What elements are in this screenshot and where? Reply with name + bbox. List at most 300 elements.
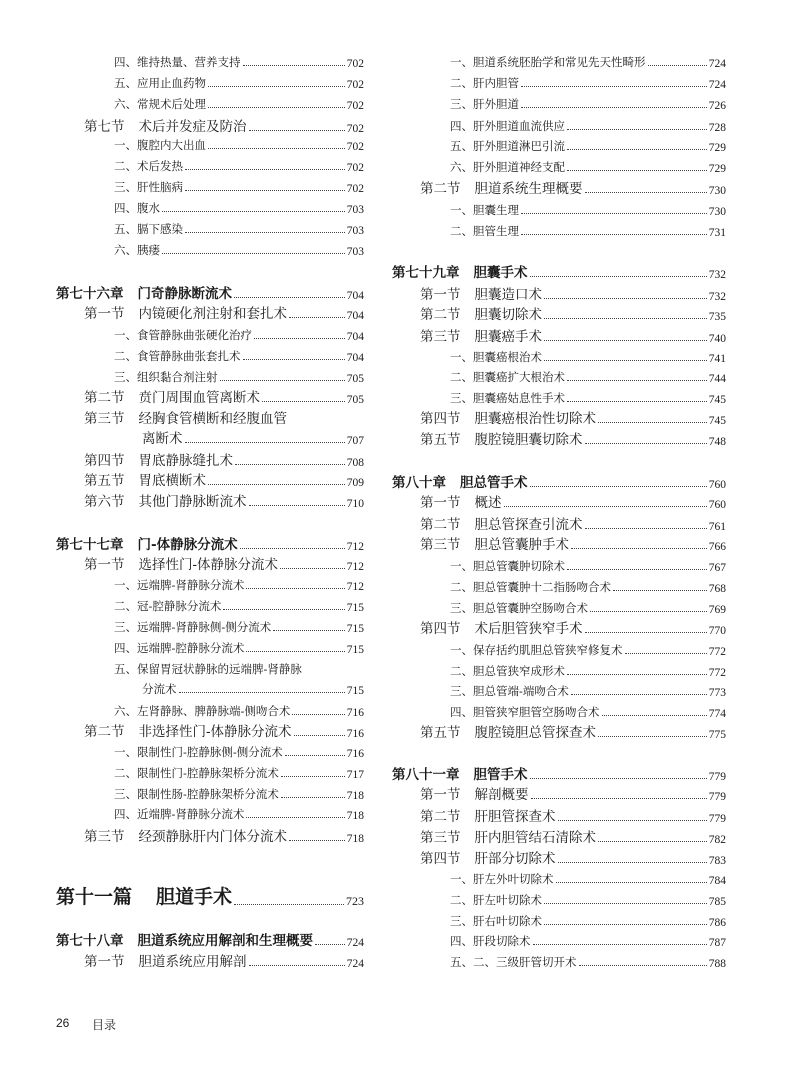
toc-entry-title: 腹水 xyxy=(137,201,160,215)
toc-entry-title: 胰瘘 xyxy=(137,243,160,257)
toc-entry-item[interactable] xyxy=(450,370,726,386)
toc-entry-section[interactable] xyxy=(84,828,364,846)
toc-entry-page: 724 xyxy=(708,58,726,70)
toc-entry-number: 第一节 xyxy=(420,495,461,511)
toc-entry-section[interactable] xyxy=(420,829,726,847)
dot-leader xyxy=(544,318,707,319)
dot-leader xyxy=(530,276,707,277)
toc-entry-number: 第三节 xyxy=(420,830,461,846)
toc-entry-number: 第七十八章 xyxy=(56,933,124,949)
toc-entry-number: 四、 xyxy=(114,641,137,655)
toc-entry-section[interactable] xyxy=(420,808,726,826)
dot-leader xyxy=(571,694,707,695)
toc-entry-number: 第二节 xyxy=(420,181,461,197)
toc-entry-item[interactable] xyxy=(450,601,726,617)
toc-entry-title: 胆总管手术 xyxy=(460,475,528,491)
toc-entry-item[interactable] xyxy=(450,391,726,407)
dot-leader xyxy=(243,65,345,66)
toc-entry-number: 三、 xyxy=(114,787,137,801)
dot-leader xyxy=(234,904,344,905)
toc-entry-page: 772 xyxy=(708,667,726,679)
dot-leader xyxy=(280,568,345,569)
dot-leader xyxy=(246,817,344,818)
toc-entry-item[interactable] xyxy=(450,684,726,700)
dot-leader xyxy=(531,798,707,799)
toc-entry-page: 745 xyxy=(708,394,726,406)
toc-entry-chapter[interactable] xyxy=(56,536,364,554)
dot-leader xyxy=(567,149,707,150)
toc-entry-item[interactable] xyxy=(114,787,364,803)
dot-leader xyxy=(598,736,707,737)
toc-entry-number: 第七节 xyxy=(84,119,125,135)
dot-leader xyxy=(208,86,345,87)
dot-leader xyxy=(246,588,344,589)
toc-entry-number: 四、 xyxy=(114,807,137,821)
toc-entry-item[interactable] xyxy=(114,745,364,761)
toc-entry-title: 腹腔内大出血 xyxy=(137,138,206,152)
toc-entry-number: 一、 xyxy=(450,872,473,886)
dot-leader xyxy=(530,486,707,487)
toc-entry-page: 716 xyxy=(346,707,364,719)
toc-entry-title: 肝外胆道 xyxy=(473,97,519,111)
toc-entry-section[interactable] xyxy=(142,430,364,448)
toc-entry-page: 710 xyxy=(346,498,364,510)
toc-entry-title: 解剖概要 xyxy=(474,787,529,803)
toc-entry-number: 四、 xyxy=(114,55,137,69)
toc-entry-title: 概述 xyxy=(474,495,502,511)
dot-leader xyxy=(521,213,707,214)
dot-leader xyxy=(533,944,707,945)
toc-entry-title: 胃底静脉缝扎术 xyxy=(138,453,233,469)
toc-entry-page: 717 xyxy=(346,769,364,781)
toc-entry-page: 788 xyxy=(708,958,726,970)
toc-entry-item[interactable] xyxy=(450,119,726,135)
dot-leader xyxy=(567,380,707,381)
toc-entry-number: 四、 xyxy=(450,934,473,948)
toc-entry-number: 第五节 xyxy=(84,473,125,489)
toc-entry-page: 760 xyxy=(708,479,726,491)
toc-entry-section[interactable] xyxy=(84,493,364,511)
toc-entry-page: 748 xyxy=(708,436,726,448)
toc-entry-page: 769 xyxy=(708,604,726,616)
dot-leader xyxy=(315,944,345,945)
toc-entry-number: 第五节 xyxy=(420,725,461,741)
toc-entry-page: 715 xyxy=(346,623,364,635)
toc-entry-page: 718 xyxy=(346,790,364,802)
dot-leader xyxy=(185,169,345,170)
toc-entry-page: 703 xyxy=(346,204,364,216)
toc-entry-title: 远端脾-腔静脉分流术 xyxy=(137,641,245,655)
dot-leader xyxy=(208,148,345,149)
toc-entry-page: 766 xyxy=(708,541,726,553)
toc-entry-number: 一、 xyxy=(450,350,473,364)
toc-entry-item[interactable] xyxy=(114,180,364,196)
toc-entry-number: 第一节 xyxy=(84,557,125,573)
toc-entry-number: 三、 xyxy=(450,914,473,928)
toc-entry-item[interactable] xyxy=(114,201,364,217)
toc-entry-title: 术后胆管狭窄手术 xyxy=(474,621,583,637)
toc-entry-title: 胆管手术 xyxy=(473,767,528,783)
toc-entry-section[interactable] xyxy=(84,556,364,574)
toc-entry-page: 729 xyxy=(708,163,726,175)
toc-entry-section[interactable] xyxy=(84,410,364,428)
dot-leader xyxy=(220,380,345,381)
toc-entry-item[interactable] xyxy=(114,55,364,71)
toc-entry-section[interactable] xyxy=(420,410,726,428)
dot-leader xyxy=(281,797,345,798)
toc-entry-page: 741 xyxy=(708,353,726,365)
toc-entry-item[interactable] xyxy=(114,766,364,782)
dot-leader xyxy=(602,715,707,716)
toc-entry-item[interactable] xyxy=(114,578,364,594)
toc-entry-title: 远端脾-肾静脉分流术 xyxy=(137,578,245,592)
toc-entry-title: 术后发热 xyxy=(137,159,183,173)
toc-entry-section[interactable] xyxy=(84,953,364,971)
toc-entry-page: 702 xyxy=(346,79,364,91)
toc-entry-section[interactable] xyxy=(84,452,364,470)
toc-entry-title: 肝部分切除术 xyxy=(474,851,556,867)
toc-entry-page: 779 xyxy=(708,791,726,803)
toc-entry-chapter[interactable] xyxy=(392,264,726,282)
toc-entry-title: 分流术 xyxy=(142,682,177,696)
dot-leader xyxy=(585,443,707,444)
toc-entry-page: 723 xyxy=(346,894,364,908)
toc-entry-page: 732 xyxy=(708,269,726,281)
toc-entry-item[interactable] xyxy=(114,370,364,386)
toc-entry-number: 三、 xyxy=(450,684,473,698)
toc-entry-item[interactable] xyxy=(114,159,364,175)
toc-entry-title: 限制性门-腔静脉侧-侧分流术 xyxy=(137,745,283,759)
toc-entry-title: 经颈静脉肝内门体分流术 xyxy=(138,829,287,845)
toc-entry-section[interactable] xyxy=(420,536,726,554)
toc-entry-number: 第一节 xyxy=(420,787,461,803)
dot-leader xyxy=(590,611,707,612)
toc-entry-number: 二、 xyxy=(450,893,473,907)
toc-entry-page: 787 xyxy=(708,937,726,949)
dot-leader xyxy=(246,651,344,652)
toc-entry-item[interactable] xyxy=(114,807,364,823)
toc-entry-section[interactable] xyxy=(84,118,364,136)
toc-entry-page: 709 xyxy=(346,477,364,489)
toc-entry-page: 712 xyxy=(346,561,364,573)
dot-leader xyxy=(521,234,707,235)
toc-entry-title: 胆囊癌根治术 xyxy=(473,350,542,364)
toc-entry-number: 第二节 xyxy=(420,517,461,533)
toc-entry-title: 非选择性门-体静脉分流术 xyxy=(138,724,292,740)
toc-entry-section[interactable] xyxy=(420,850,726,868)
toc-entry-chapter[interactable] xyxy=(392,474,726,492)
toc-entry-section[interactable] xyxy=(420,620,726,638)
toc-entry-number: 二、 xyxy=(450,370,473,384)
toc-entry-title: 二、三级肝管切开术 xyxy=(473,955,577,969)
toc-entry-title: 胆总管狭窄成形术 xyxy=(473,664,565,678)
dot-leader xyxy=(294,735,345,736)
dot-leader xyxy=(567,401,707,402)
toc-entry-item[interactable] xyxy=(450,160,726,176)
toc-entry-number: 四、 xyxy=(450,119,473,133)
toc-entry-number: 三、 xyxy=(450,97,473,111)
dot-leader xyxy=(521,86,707,87)
dot-leader xyxy=(598,841,707,842)
dot-leader xyxy=(567,674,707,675)
dot-leader xyxy=(556,882,707,883)
toc-entry-page: 772 xyxy=(708,646,726,658)
toc-entry-number: 三、 xyxy=(450,391,473,405)
toc-entry-number: 二、 xyxy=(450,76,473,90)
toc-entry-title: 组织黏合剂注射 xyxy=(137,370,218,384)
toc-entry-item[interactable] xyxy=(114,138,364,154)
toc-entry-number: 一、 xyxy=(450,643,473,657)
dot-leader xyxy=(185,442,345,443)
toc-entry-section[interactable] xyxy=(420,724,726,742)
footer-label: 目录 xyxy=(92,1018,117,1032)
toc-entry-number: 三、 xyxy=(114,370,137,384)
toc-entry-title: 选择性门-体静脉分流术 xyxy=(138,557,279,573)
dot-leader xyxy=(254,338,345,339)
toc-entry-title: 保留胃冠状静脉的远端脾-肾静脉 xyxy=(137,662,302,676)
toc-entry-item[interactable] xyxy=(114,599,364,615)
toc-entry-page: 784 xyxy=(708,875,726,887)
toc-entry-chapter[interactable] xyxy=(56,932,364,950)
toc-entry-page: 760 xyxy=(708,499,726,511)
toc-entry-page: 775 xyxy=(708,729,726,741)
dot-leader xyxy=(223,609,344,610)
toc-entry-page: 774 xyxy=(708,708,726,720)
toc-entry-item[interactable] xyxy=(114,97,364,113)
toc-entry-item[interactable] xyxy=(450,934,726,950)
toc-entry-title: 胆道系统应用解剖 xyxy=(138,954,247,970)
dot-leader xyxy=(544,903,707,904)
toc-entry-number: 二、 xyxy=(114,766,137,780)
toc-entry-number: 五、 xyxy=(114,662,137,676)
toc-entry-item[interactable] xyxy=(114,704,364,720)
toc-entry-item[interactable] xyxy=(450,224,726,240)
toc-entry-section[interactable] xyxy=(420,306,726,324)
dot-leader xyxy=(240,548,345,549)
toc-entry-page: 704 xyxy=(346,331,364,343)
toc-entry-title: 门奇静脉断流术 xyxy=(137,286,232,302)
toc-entry-item[interactable] xyxy=(450,350,726,366)
toc-entry-title: 离断术 xyxy=(142,431,183,447)
toc-entry-item[interactable] xyxy=(450,955,726,971)
dot-leader xyxy=(504,506,707,507)
toc-entry-page: 718 xyxy=(346,810,364,822)
toc-entry-item[interactable] xyxy=(114,222,364,238)
toc-entry-number: 第七十七章 xyxy=(56,537,124,553)
toc-entry-item[interactable] xyxy=(114,662,364,678)
toc-entry-title: 胆总管囊肿切除术 xyxy=(473,559,565,573)
toc-entry-section[interactable] xyxy=(420,786,726,804)
toc-entry-item[interactable] xyxy=(450,705,726,721)
toc-entry-item[interactable] xyxy=(450,580,726,596)
toc-entry-number: 第七十九章 xyxy=(392,265,460,281)
toc-entry-section[interactable] xyxy=(84,305,364,323)
toc-entry-title: 近端脾-肾静脉分流术 xyxy=(137,807,245,821)
toc-entry-number: 第十一篇 xyxy=(56,886,133,908)
toc-entry-page: 715 xyxy=(346,602,364,614)
toc-entry-title: 肝性脑病 xyxy=(137,180,183,194)
dot-leader xyxy=(281,776,345,777)
toc-entry-item[interactable] xyxy=(114,641,364,657)
toc-entry-title: 左肾静脉、脾静脉端-侧吻合术 xyxy=(137,704,291,718)
toc-entry-item[interactable] xyxy=(114,620,364,636)
dot-leader xyxy=(544,340,707,341)
toc-entry-title: 肝左外叶切除术 xyxy=(473,872,554,886)
toc-entry-title: 维持热量、营养支持 xyxy=(137,55,241,69)
toc-entry-page: 728 xyxy=(708,122,726,134)
toc-entry-page: 705 xyxy=(346,394,364,406)
toc-entry-title: 胆管狭窄胆管空肠吻合术 xyxy=(473,705,600,719)
toc-entry-item[interactable] xyxy=(450,97,726,113)
dot-leader xyxy=(162,211,345,212)
dot-leader xyxy=(544,360,707,361)
toc-entry-number: 第三节 xyxy=(420,537,461,553)
toc-entry-title: 术后并发症及防治 xyxy=(138,119,247,135)
dot-leader xyxy=(585,632,707,633)
toc-entry-page: 704 xyxy=(346,310,364,322)
toc-entry-number: 二、 xyxy=(114,349,137,363)
toc-entry-page: 730 xyxy=(708,185,726,197)
toc-entry-section[interactable] xyxy=(420,328,726,346)
toc-entry-item[interactable] xyxy=(114,76,364,92)
toc-entry-title: 肝外胆道血流供应 xyxy=(473,119,565,133)
toc-entry-page: 715 xyxy=(346,685,364,697)
toc-entry-item[interactable] xyxy=(450,643,726,659)
toc-entry-item[interactable] xyxy=(142,682,364,698)
toc-entry-title: 胃底横断术 xyxy=(138,473,206,489)
toc-entry-page: 702 xyxy=(346,141,364,153)
dot-leader xyxy=(625,653,707,654)
dot-leader xyxy=(243,359,345,360)
toc-entry-number: 第四节 xyxy=(420,621,461,637)
toc-entry-number: 一、 xyxy=(450,55,473,69)
toc-entry-page: 712 xyxy=(346,581,364,593)
toc-entry-title: 贲门周围血管离断术 xyxy=(138,390,260,406)
toc-entry-number: 第四节 xyxy=(420,411,461,427)
toc-entry-page: 726 xyxy=(708,100,726,112)
toc-entry-page: 703 xyxy=(346,225,364,237)
toc-entry-section[interactable] xyxy=(420,494,726,512)
toc-entry-number: 一、 xyxy=(114,138,137,152)
dot-leader xyxy=(544,924,707,925)
toc-entry-number: 第一节 xyxy=(84,306,125,322)
toc-entry-number: 第一节 xyxy=(420,287,461,303)
toc-entry-section[interactable] xyxy=(84,389,364,407)
dot-leader xyxy=(558,862,707,863)
toc-entry-title: 胆道系统生理概要 xyxy=(474,181,583,197)
toc-entry-page: 732 xyxy=(708,291,726,303)
toc-entry-section[interactable] xyxy=(84,472,364,490)
dot-leader xyxy=(249,505,345,506)
toc-entry-section[interactable] xyxy=(84,723,364,741)
toc-entry-item[interactable] xyxy=(450,872,726,888)
toc-entry-number: 第五节 xyxy=(420,432,461,448)
toc-entry-item[interactable] xyxy=(450,914,726,930)
toc-entry-number: 一、 xyxy=(450,559,473,573)
toc-entry-page: 702 xyxy=(346,183,364,195)
toc-entry-item[interactable] xyxy=(450,76,726,92)
toc-entry-number: 第二节 xyxy=(84,390,125,406)
dot-leader xyxy=(249,965,345,966)
dot-leader xyxy=(567,170,707,171)
toc-entry-item[interactable] xyxy=(450,139,726,155)
dot-leader xyxy=(289,840,345,841)
toc-entry-title: 胆囊造口术 xyxy=(474,287,542,303)
toc-entry-title: 应用止血药物 xyxy=(137,76,206,90)
dot-leader xyxy=(235,464,345,465)
toc-entry-item[interactable] xyxy=(114,328,364,344)
toc-entry-chapter[interactable] xyxy=(56,285,364,303)
toc-entry-item[interactable] xyxy=(450,893,726,909)
toc-entry-item[interactable] xyxy=(450,55,726,71)
dot-leader xyxy=(285,755,345,756)
toc-entry-page: 702 xyxy=(346,123,364,135)
toc-entry-section[interactable] xyxy=(420,516,726,534)
toc-entry-number: 三、 xyxy=(114,180,137,194)
toc-entry-title: 肝右叶切除术 xyxy=(473,914,542,928)
toc-entry-title: 腹腔镜胆囊切除术 xyxy=(474,432,583,448)
dot-leader xyxy=(234,297,345,298)
toc-entry-number: 四、 xyxy=(114,201,137,215)
toc-entry-item[interactable] xyxy=(450,203,726,219)
toc-entry-title: 胆囊生理 xyxy=(473,203,519,217)
dot-leader xyxy=(567,129,707,130)
toc-entry-page: 740 xyxy=(708,333,726,345)
toc-entry-title: 胆总管囊肿手术 xyxy=(474,537,569,553)
footer-page-number: 26 xyxy=(56,1016,70,1030)
toc-entry-item[interactable] xyxy=(450,664,726,680)
toc-entry-title: 冠-腔静脉分流术 xyxy=(137,599,222,613)
toc-entry-number: 一、 xyxy=(450,203,473,217)
toc-entry-title: 胆囊癌根治性切除术 xyxy=(474,411,596,427)
toc-entry-title: 限制性肠-腔静脉架桥分流术 xyxy=(137,787,279,801)
toc-entry-page: 761 xyxy=(708,521,726,533)
toc-entry-title: 胆总管探查引流术 xyxy=(474,517,583,533)
toc-entry-item[interactable] xyxy=(450,559,726,575)
toc-entry-section[interactable] xyxy=(420,180,726,198)
dot-leader xyxy=(648,65,707,66)
toc-entry-page: 708 xyxy=(346,457,364,469)
toc-entry-chapter[interactable] xyxy=(392,766,726,784)
toc-entry-page: 770 xyxy=(708,625,726,637)
toc-entry-title: 肝外胆道神经支配 xyxy=(473,160,565,174)
toc-entry-title: 内镜硬化剂注射和套扎术 xyxy=(138,306,287,322)
dot-leader xyxy=(613,590,707,591)
toc-entry-title: 胆囊癌姑息性手术 xyxy=(473,391,565,405)
toc-entry-page: 704 xyxy=(346,352,364,364)
dot-leader xyxy=(262,401,345,402)
toc-entry-number: 五、 xyxy=(114,76,137,90)
toc-entry-page: 731 xyxy=(708,227,726,239)
toc-entry-page: 767 xyxy=(708,562,726,574)
toc-entry-section[interactable] xyxy=(420,431,726,449)
toc-entry-page: 716 xyxy=(346,728,364,740)
toc-entry-item[interactable] xyxy=(114,349,364,365)
toc-entry-page: 703 xyxy=(346,246,364,258)
toc-entry-page: 704 xyxy=(346,290,364,302)
toc-entry-page: 745 xyxy=(708,415,726,427)
toc-entry-section[interactable] xyxy=(420,286,726,304)
toc-entry-title: 胆囊切除术 xyxy=(474,307,542,323)
toc-entry-number: 二、 xyxy=(114,599,137,613)
toc-entry-title: 胆总管囊肿空肠吻合术 xyxy=(473,601,588,615)
dot-leader xyxy=(585,192,707,193)
toc-entry-number: 一、 xyxy=(114,745,137,759)
toc-entry-part[interactable] xyxy=(56,886,364,909)
toc-entry-item[interactable] xyxy=(114,243,364,259)
dot-leader xyxy=(558,820,707,821)
toc-entry-number: 第二节 xyxy=(84,724,125,740)
